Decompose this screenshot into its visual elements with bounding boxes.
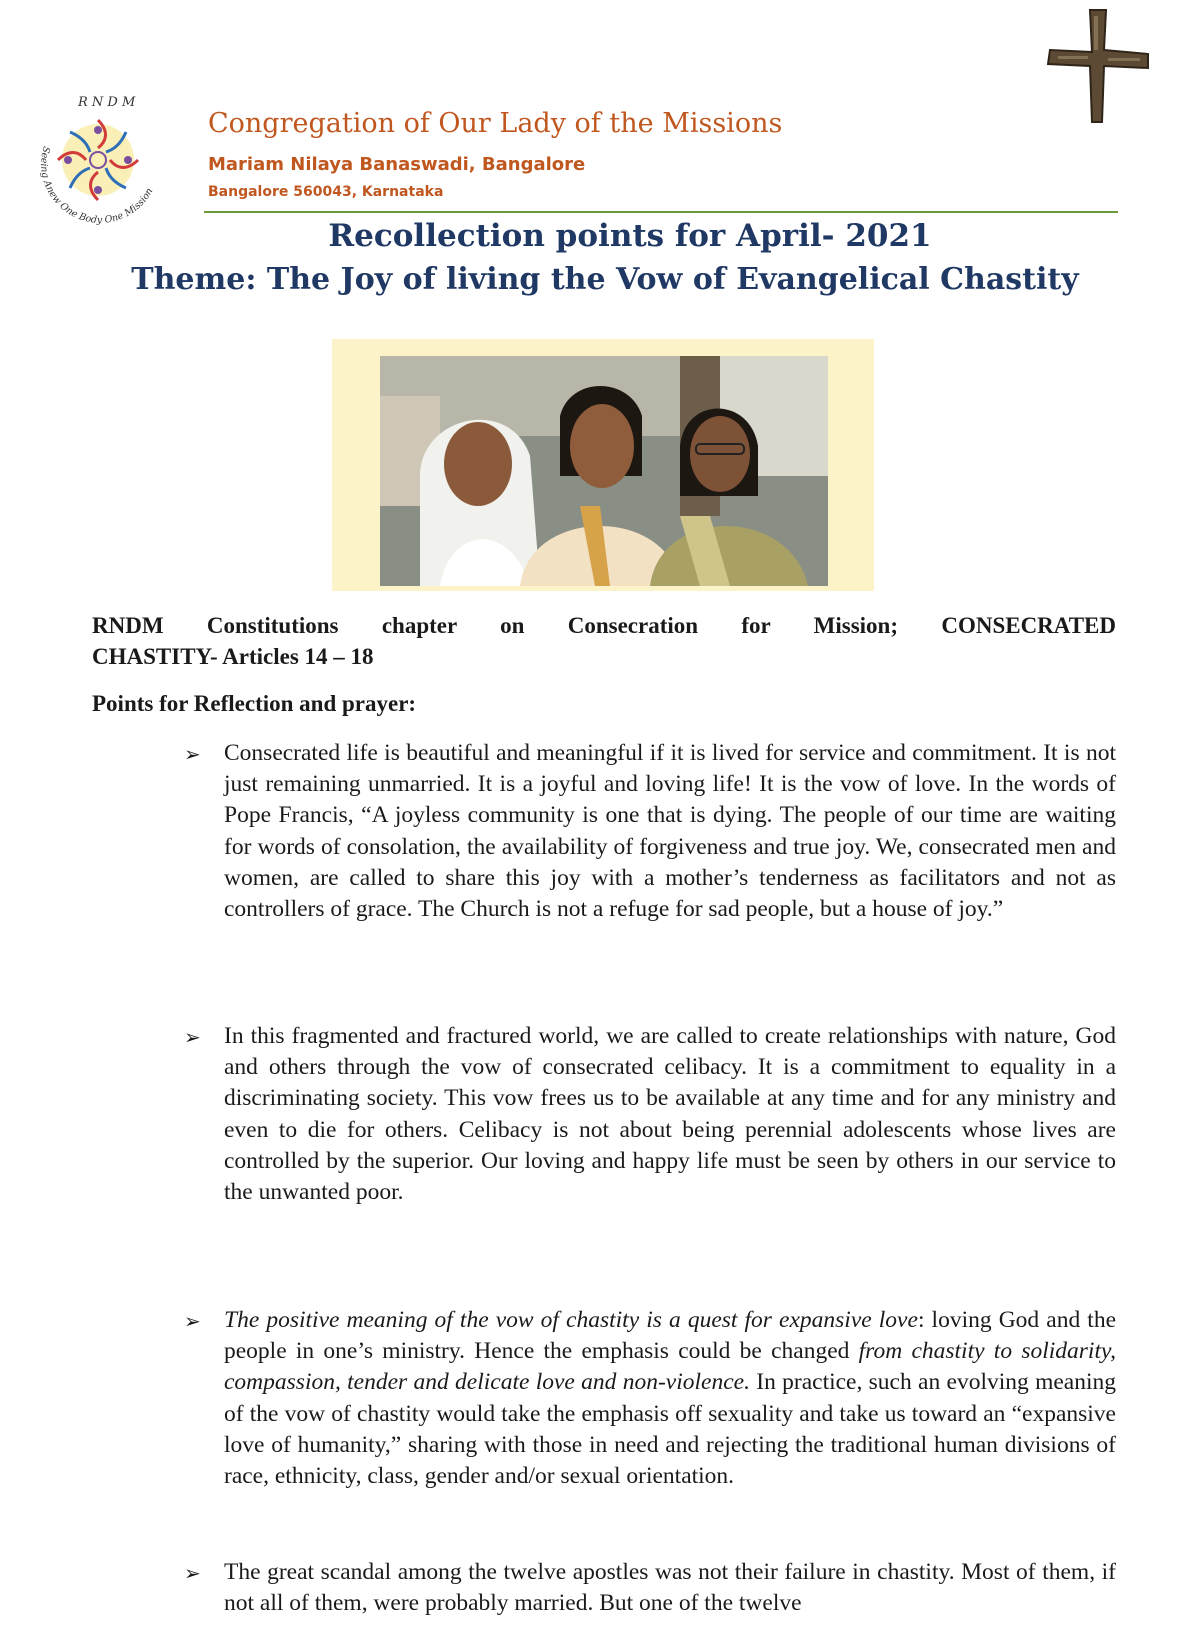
point-text: : loving God and the people in one’s ministry. Hence the emphasis could be changed [224,1307,1117,1365]
photo-frame [332,339,874,591]
constitutions-reference-line-1: RNDM Constitutions chapter on Consecration for Mission; CONSECRATED [92,613,1116,638]
document-title: Recollection points for April- 2021 [328,218,932,254]
arrow-bullet-icon: ➢ [184,742,201,766]
reflection-point-1 [184,738,1116,925]
rndm-logo [22,86,174,238]
arrow-bullet-icon: ➢ [184,1025,201,1049]
arrow-bullet-icon: ➢ [184,1309,201,1333]
constitutions-reference [92,610,1116,672]
points-subheading: Points for Reflection and prayer: [92,691,417,716]
point-text: In practice, such an evolving meaning of the vow of chastity would take the emphasis off sexuality and take us toward an “expansive love of humanity,” sharing with those in need and rejecting the traditional human divisions of race, ethnicity, class, gender and/or sexual orientation. [224,1369,1116,1490]
group-photo [380,356,828,586]
reflection-point-2 [184,1021,1116,1208]
point-text: Consecrated life is beautiful and meaningful if it is lived for service and commitment. It is not just remaining unmarried. It is a joyful and loving life! It is the vow of love. In the words of Pope Francis, “A joyless community is one that is dying. The people of our time are waiting for words of consolation, the availability of forgiveness and true joy. We, consecrated men and women, are called to share this joy with a mother’s tenderness as facilitators and not as controllers of grace. The Church is not a refuge for sad people, but a house of joy.” [224,740,1116,923]
organization-name: Congregation of Our Lady of the Missions [208,108,783,139]
header-divider [204,211,1118,213]
reflection-point-4 [184,1557,1116,1619]
point-emphasis: The positive meaning of the vow of chastity is a quest for expansive love [224,1307,918,1333]
point-emphasis: from chastity to solidarity, compassion, tender and delicate love and non-violence. [224,1338,1116,1396]
arrow-bullet-icon: ➢ [184,1561,201,1585]
document-theme: Theme: The Joy of living the Vow of Evangelical Chastity [131,262,1079,297]
point-text: In this fragmented and fractured world, we are called to create relationships with nature, God and others through the vow of consecrated celibacy. It is a commitment to equality in a discriminating society. This vow frees us to be available at any time and for any ministry and even to die for others. Celibacy is not about being perennial adolescents whose lives are controlled by the superior. Our loving and happy life must be seen by others in our service to the unwanted poor. [224,1023,1116,1206]
reflection-point-3 [184,1305,1117,1492]
logo-text-top: R N D M [78,95,136,110]
address-line-2: Bangalore 560043, Karnataka [208,184,444,200]
cross-emblem [1044,4,1152,128]
logo-ring-text: Seeing Anew One Body One Mission [38,145,156,226]
point-text: The great scandal among the twelve apostles was not their failure in chastity. Most of them, if not all of them, were probably married. But one of the twelve [224,1559,1116,1617]
constitutions-reference-line-2: CHASTITY- Articles 14 – 18 [92,644,374,669]
address-line-1: Mariam Nilaya Banaswadi, Bangalore [208,154,586,175]
